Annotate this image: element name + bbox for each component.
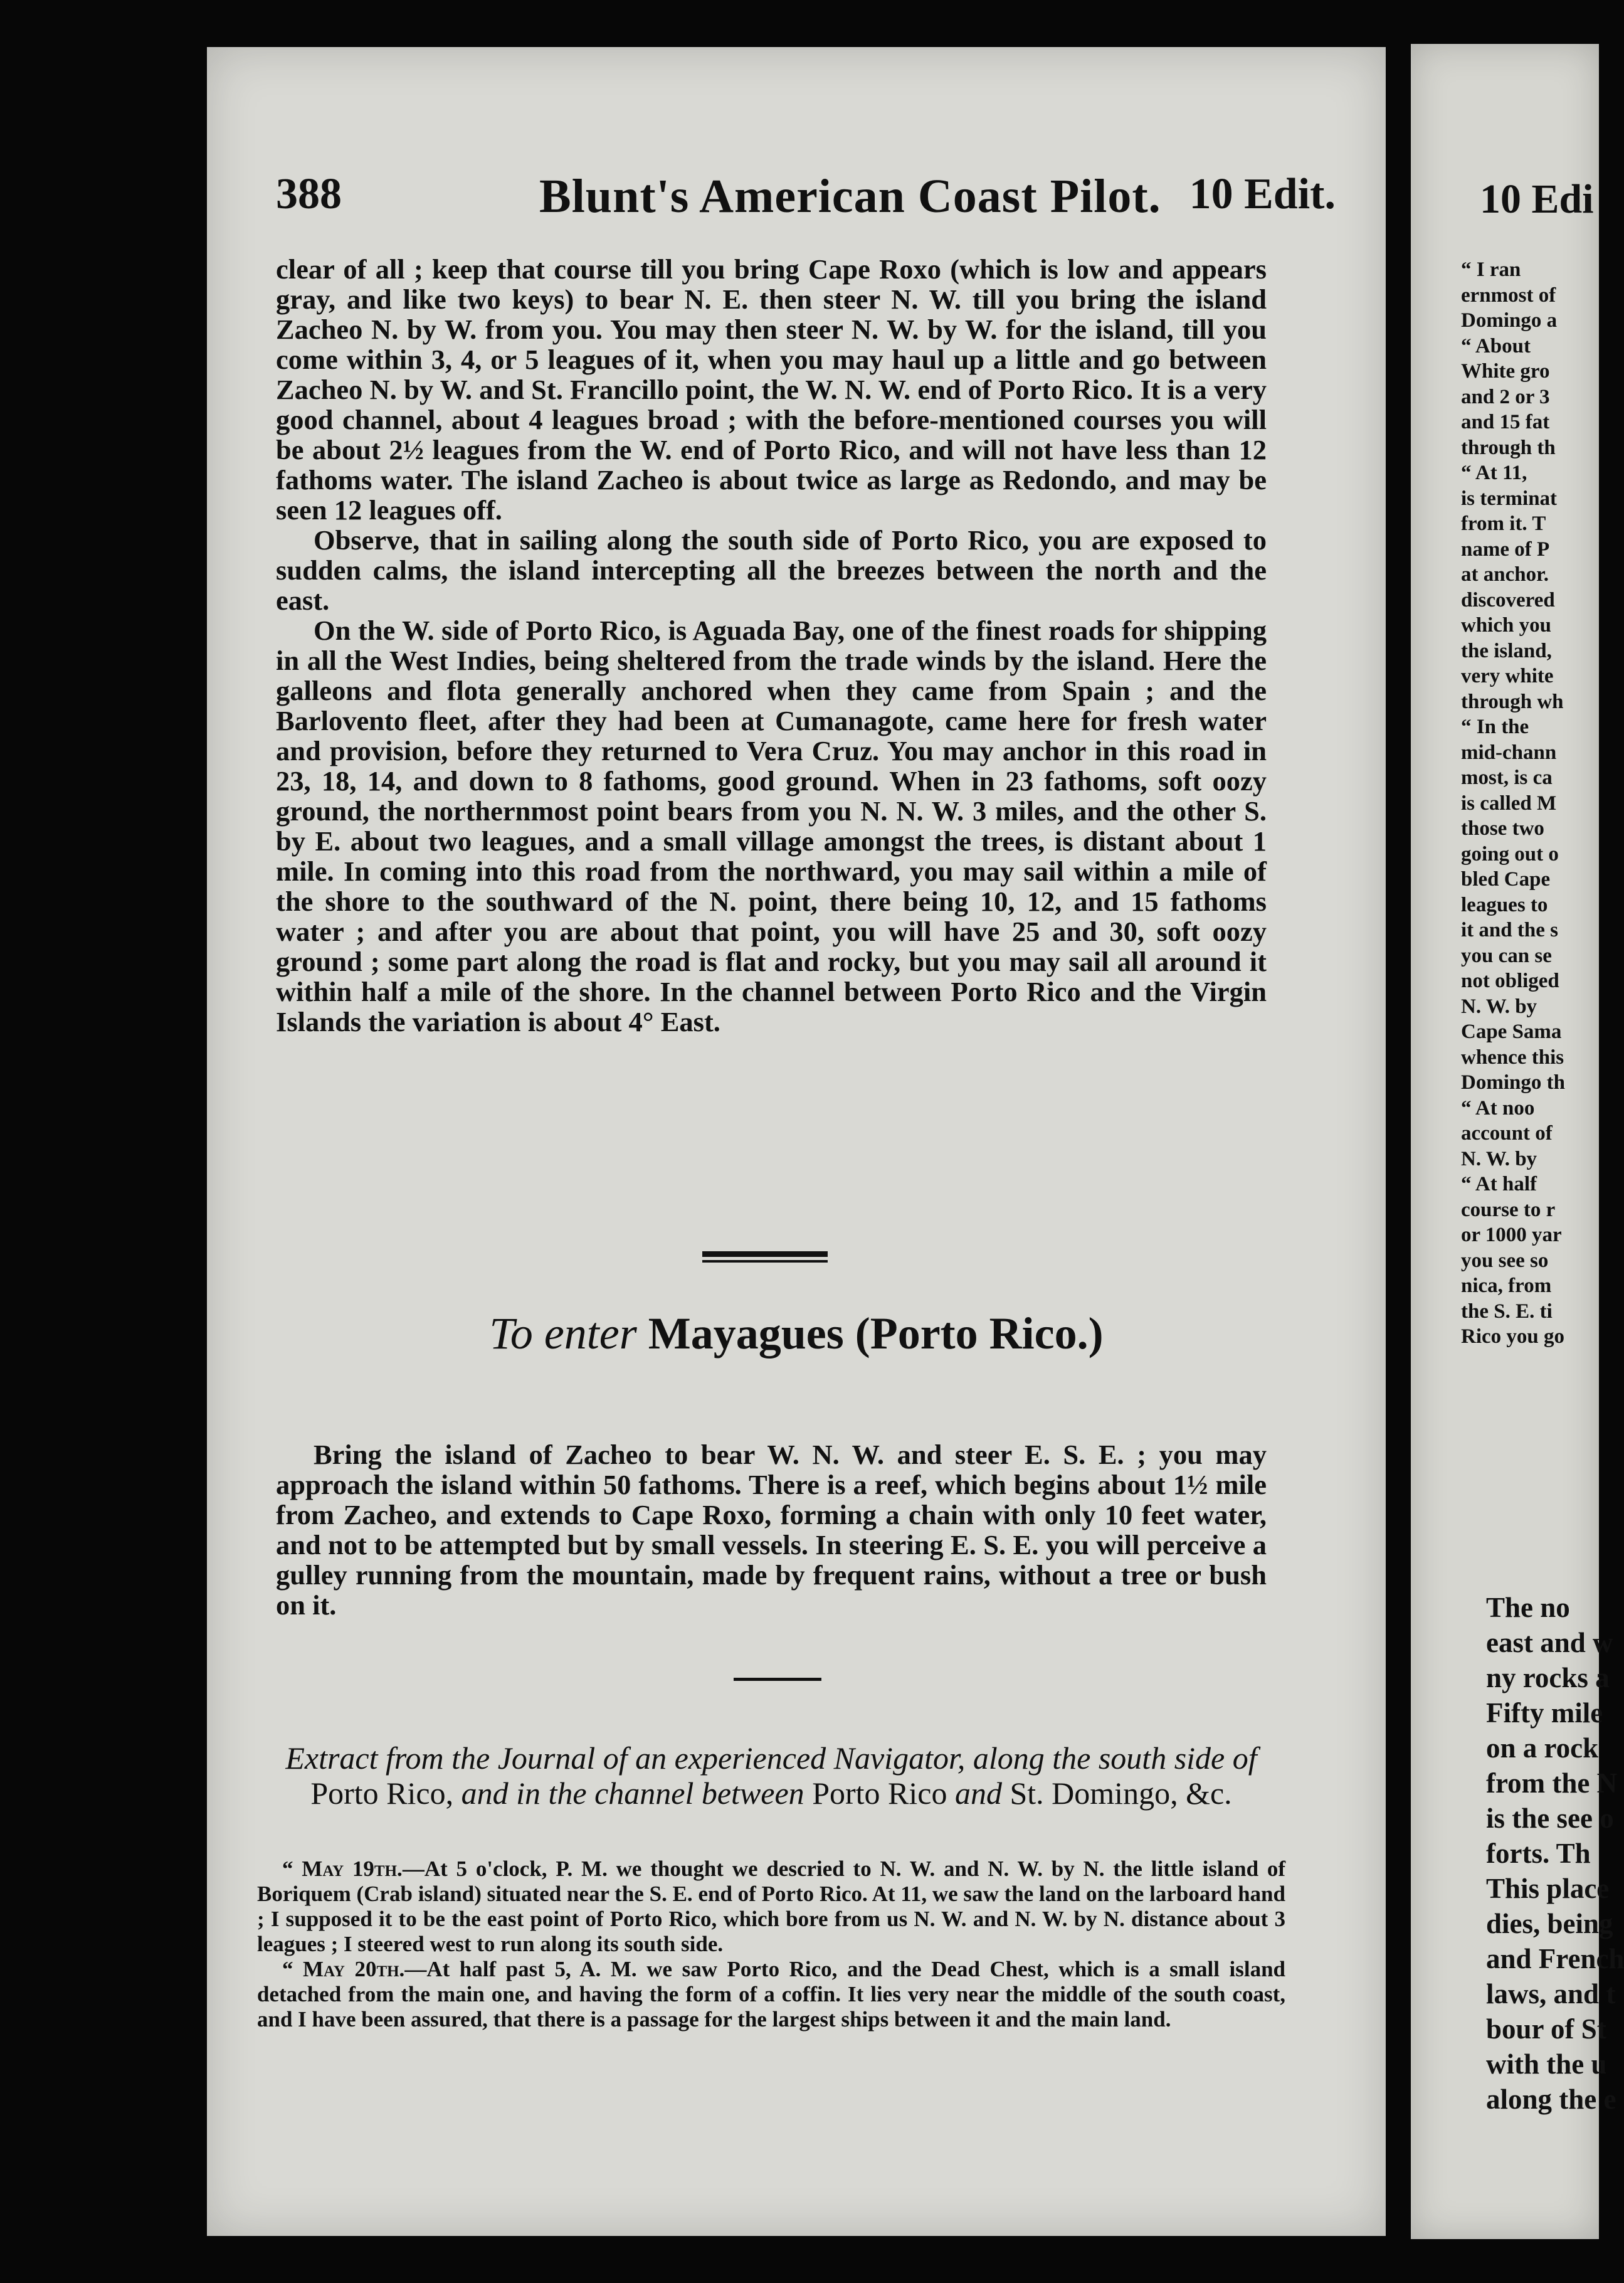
- extract-title-part-5: and: [954, 1776, 1002, 1811]
- right-page-line: through th: [1461, 436, 1556, 459]
- divider-rule: [734, 1678, 821, 1681]
- right-page-line: is the see o: [1486, 1803, 1614, 1834]
- right-page-line: those two: [1461, 817, 1544, 840]
- right-page-line: which you: [1461, 614, 1551, 637]
- right-page-line: on a rock: [1486, 1732, 1599, 1764]
- right-page-line: leagues to: [1461, 893, 1548, 916]
- main-text: [276, 254, 1267, 1037]
- extract-title-part-1: Extract from the Journal of an experienced Navigator, along the south side of: [285, 1740, 1257, 1776]
- right-page-line: most, is ca: [1461, 766, 1553, 789]
- ornamental-rule-thin: [702, 1260, 828, 1263]
- page-header: [276, 169, 1336, 245]
- section-heading: [207, 1308, 1386, 1360]
- edition-label: 10 Edit.: [1189, 170, 1336, 218]
- right-page-line: ny rocks a: [1486, 1662, 1610, 1693]
- right-page-line: “ In the: [1461, 716, 1529, 738]
- right-page-line: nica, from: [1461, 1274, 1552, 1297]
- section-paragraph: Bring the island of Zacheo to bear W. N. W. and steer E. S. E. ; you may approach the island within 50 fathoms. There is a reef, which begins about 1½ mile from Zacheo, and extends to Cape Roxo, forming a chain with only 10 feet water, and not to be attempted but by small vessels. In steering E. S. E. you will perceive a gulley running from the mountain, made by frequent rains, without a tree or bush on it.: [276, 1439, 1267, 1621]
- right-page-line: or 1000 yar: [1461, 1224, 1562, 1246]
- right-page-line: This place: [1486, 1873, 1610, 1904]
- right-page-line: discovered: [1461, 588, 1555, 612]
- right-page-line: White gro: [1461, 360, 1550, 383]
- section-heading-name: Mayagues (Porto Rico.): [648, 1308, 1104, 1359]
- right-page-lower-text: [1486, 1590, 1624, 2117]
- section-heading-italic: To enter: [489, 1308, 637, 1359]
- right-page-line: The no: [1486, 1592, 1570, 1623]
- right-page-line: Rico you go: [1461, 1325, 1564, 1348]
- page-number: 388: [276, 170, 342, 218]
- right-page-line: through wh: [1461, 690, 1564, 713]
- journal-entry-text: —At half past 5, A. M. we saw Porto Rico, and the Dead Chest, which is a small island detached from the main one, and having the form of a coffin. It lies very near the middle of the south coast, and I have been assured, that there is a passage for the largest ships between it and the main land.: [257, 1957, 1286, 2031]
- extract-title-part-2: Porto Rico,: [310, 1776, 454, 1811]
- right-page-line: N. W. by: [1461, 995, 1537, 1018]
- right-page-line: Domingo th: [1461, 1071, 1565, 1094]
- journal-entry-date: May 19th.: [302, 1857, 403, 1881]
- right-page-line: and French: [1486, 1943, 1624, 1974]
- journal-entry-1: “ May 19th.—At 5 o'clock, P. M. we thought we descried to N. W. and N. W. by N. the little island of Boriquem (Crab island) situated near the S. E. end of Porto Rico. At 11, we saw the land on the larboard hand ; I supposed it to be the east point of Porto Rico, which bore from us N. W. and N. W. by N. distance about 3 leagues ; I steered west to run along its south side.: [257, 1857, 1286, 1956]
- right-page-line: whence this: [1461, 1046, 1564, 1069]
- right-page-upper-text: [1461, 257, 1565, 1350]
- right-page-line: Domingo a: [1461, 309, 1558, 332]
- right-page-line: “ I ran: [1461, 258, 1521, 281]
- right-page-line: is terminat: [1461, 487, 1558, 510]
- right-page-line: name of P: [1461, 538, 1550, 561]
- journal-entry-text: —At 5 o'clock, P. M. we thought we descried to N. W. and N. W. by N. the little island of Boriquem (Crab island) situated near the S. E. end of Porto Rico. At 11, we saw the land on the larboard hand ; I supposed it to be the east point of Porto Rico, which bore from us N. W. and N. W. by N. distance about 3 leagues ; I steered west to run along its south side.: [257, 1857, 1286, 1956]
- ornamental-rule: [702, 1251, 828, 1257]
- right-page-line: very white: [1461, 665, 1554, 687]
- right-page-line: east and w: [1486, 1627, 1613, 1658]
- paragraph-2: Observe, that in sailing along the south side of Porto Rico, you are exposed to sudden calms, the island intercepting all the breezes between the north and the east.: [276, 524, 1267, 616]
- journal-entry-2: “ May 20th.—At half past 5, A. M. we saw Porto Rico, and the Dead Chest, which is a small island detached from the main one, and having the form of a coffin. It lies very near the middle of the south coast, and I have been assured, that there is a passage for the largest ships between it and the main land.: [257, 1957, 1286, 2031]
- right-page-line: laws, and t: [1486, 1978, 1616, 2010]
- right-page-line: forts. Th: [1486, 1838, 1591, 1869]
- right-page-line: Cape Sama: [1461, 1020, 1562, 1043]
- extract-title: [257, 1740, 1285, 1811]
- left-page: [207, 47, 1386, 2236]
- right-page-line: Fifty mile: [1486, 1697, 1603, 1729]
- right-page-line: N. W. by: [1461, 1147, 1537, 1170]
- right-page-line: it and the s: [1461, 919, 1558, 941]
- right-page-fragment: [1411, 44, 1624, 2239]
- right-page-line: from it. T: [1461, 512, 1546, 535]
- extract-title-part-6: St. Domingo, &c.: [1010, 1776, 1232, 1811]
- right-page-header: 10 Edi: [1480, 176, 1594, 222]
- extract-title-part-3: and in the channel between: [461, 1776, 804, 1811]
- right-page-line: “ At half: [1461, 1173, 1537, 1195]
- right-page-line: the island,: [1461, 639, 1552, 662]
- right-page-line: bled Cape: [1461, 868, 1551, 891]
- paragraph-1: clear of all ; keep that course till you bring Cape Roxo (which is low and appears gray, and like two keys) to bear N. E. then steer N. W. till you bring the island Zacheo N. by W. from you. You may then steer N. W. by W. for the island, till you come within 3, 4, or 5 leagues of it, when you may haul up a little and go between Zacheo N. by W. and St. Francillo point, the W. N. W. end of Porto Rico. It is a very good channel, about 4 leagues broad ; with the before-mentioned courses you will be about 2½ leagues from the W. end of Porto Rico, and will not have less than 12 fathoms water. The island Zacheo is about twice as large as Redondo, and may be seen 12 leagues off.: [276, 253, 1267, 526]
- running-title: Blunt's American Coast Pilot.: [539, 170, 1161, 223]
- right-page-line: and 15 fat: [1461, 411, 1550, 433]
- right-page-line: account of: [1461, 1122, 1553, 1145]
- right-page-line: the S. E. ti: [1461, 1300, 1553, 1323]
- right-page-line: “ About: [1461, 334, 1531, 358]
- paragraph-3: On the W. side of Porto Rico, is Aguada Bay, one of the finest roads for shipping in all the West Indies, being sheltered from the trade winds by the island. Here the galleons and flota generally anchored when they came from Spain ; and the Barlovento fleet, after they had been at Cumanagote, came here for fresh water and provision, before they returned to Vera Cruz. You may anchor in this road in 23, 18, 14, and down to 8 fathoms, good ground. When in 23 fathoms, soft oozy ground, the northernmost point bears from you N. N. W. 3 miles, and the other S. by E. about two leagues, and a small village amongst the trees, is distant about 1 mile. In coming into this road from the northward, you may sail within a mile of the shore to the southward of the N. point, there being 10, 12, and 15 fathoms water ; and after you are about that point, you will have 25 and 30, soft oozy ground ; some part along the road is flat and rocky, but you may sail all around it within half a mile of the shore. In the channel between Porto Rico and the Virgin Islands the variation is about 4° East.: [276, 615, 1267, 1037]
- right-page-line: dies, being: [1486, 1908, 1613, 1939]
- journal-entries: [257, 1857, 1285, 2032]
- right-page-line: bour of St: [1486, 2013, 1606, 2045]
- right-page-line: mid-chann: [1461, 741, 1557, 764]
- right-page-line: course to r: [1461, 1198, 1556, 1221]
- right-page-line: from the N: [1486, 1767, 1618, 1799]
- section-text: [276, 1439, 1267, 1620]
- extract-title-part-4: Porto Rico: [812, 1776, 947, 1811]
- journal-entry-date: May 20th.: [303, 1957, 405, 1981]
- right-page-line: “ At noo: [1461, 1096, 1535, 1120]
- right-page-line: at anchor.: [1461, 563, 1549, 586]
- right-page-line: ernmost of: [1461, 283, 1556, 307]
- right-page-line: going out o: [1461, 842, 1559, 866]
- right-page-line: and 2 or 3: [1461, 385, 1550, 408]
- right-page-line: not obliged: [1461, 970, 1559, 992]
- right-page-line: you see so: [1461, 1249, 1549, 1272]
- right-page-line: with the u: [1486, 2048, 1607, 2080]
- right-page-line: along the e: [1486, 2084, 1616, 2115]
- right-page-line: you can se: [1461, 944, 1552, 967]
- right-page-line: “ At 11,: [1461, 462, 1527, 484]
- right-page-line: is called M: [1461, 792, 1557, 815]
